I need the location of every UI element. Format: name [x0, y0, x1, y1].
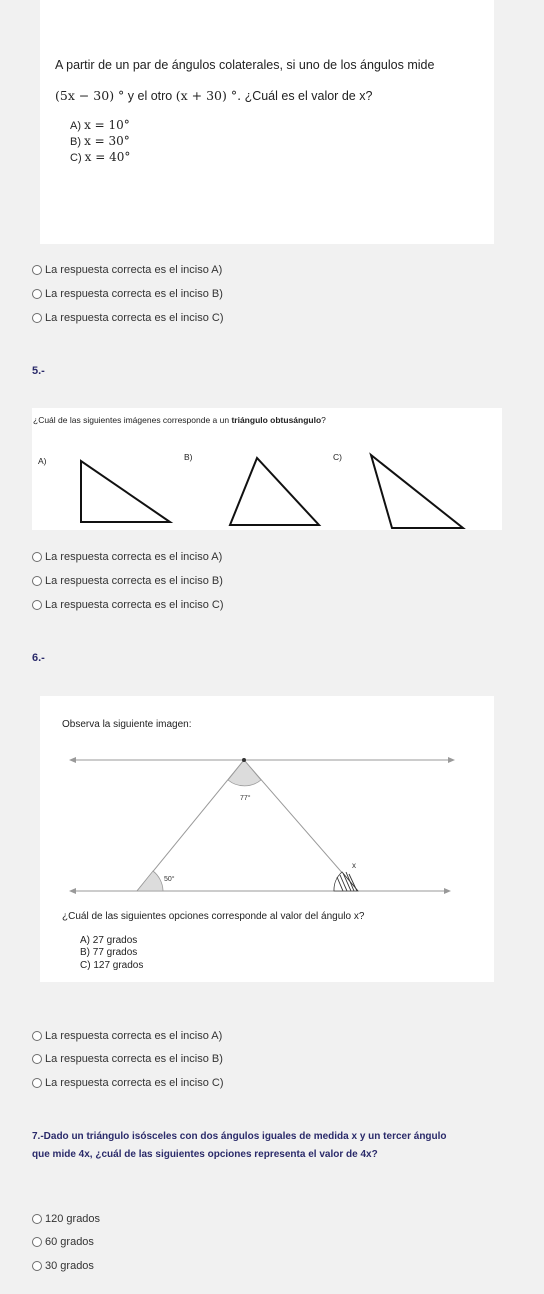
q6-option-c: C) 127 grados [80, 960, 144, 971]
q7-answer-a[interactable]: 120 grados [32, 1213, 100, 1225]
q4-answer-c[interactable]: La respuesta correcta es el inciso C) [32, 312, 224, 324]
q4-expr2: (x + 30) °. [175, 88, 242, 103]
q6-question: ¿Cuál de las siguientes opciones corresponde al valor del ángulo x? [62, 911, 365, 922]
q7-question-line2: que mide 4x, ¿cuál de las siguientes opciones representa el valor de 4x? [32, 1149, 378, 1160]
angle-left-label: 50° [164, 876, 175, 883]
left-angle-sector [137, 871, 163, 891]
q5-answer-c[interactable]: La respuesta correcta es el inciso C) [32, 599, 224, 611]
q4-expr1: (5x − 30) ° [55, 88, 125, 103]
radio-button[interactable] [32, 1031, 42, 1041]
q4-option-b: B) x = 30° [70, 134, 130, 148]
q7-answer-c[interactable]: 30 grados [32, 1260, 94, 1272]
q4-option-c: C) x = 40° [70, 150, 131, 164]
radio-button[interactable] [32, 1054, 42, 1064]
q4-question: ¿Cuál es el valor de x? [244, 89, 373, 103]
q5-answer-b[interactable]: La respuesta correcta es el inciso B) [32, 575, 223, 587]
q6-number: 6.- [32, 652, 45, 664]
arrow-right-top [448, 757, 455, 763]
q4-statement-line1: A partir de un par de ángulos colaterales, si uno de los ángulos mide [55, 58, 435, 72]
q4-joiner: y el otro [127, 89, 173, 103]
q6-option-a: A) 27 grados [80, 935, 138, 946]
top-vertex-dot [242, 758, 246, 762]
q6-answer-b[interactable]: La respuesta correcta es el inciso B) [32, 1053, 223, 1065]
radio-button[interactable] [32, 1214, 42, 1224]
q5-label-c: C) [333, 452, 342, 462]
q6-answer-c[interactable]: La respuesta correcta es el inciso C) [32, 1077, 224, 1089]
angle-top-label: 77° [240, 795, 251, 802]
q6-intro: Observa la siguiente imagen: [62, 719, 192, 730]
radio-button[interactable] [32, 1261, 42, 1271]
arrow-right-bottom [444, 888, 451, 894]
q7-answer-b[interactable]: 60 grados [32, 1236, 94, 1248]
q5-label-b: B) [184, 452, 193, 462]
radio-button[interactable] [32, 1237, 42, 1247]
q4-option-a: A) x = 10° [70, 118, 130, 132]
arrow-left-top [69, 757, 76, 763]
arrow-left-bottom [69, 888, 76, 894]
q5-number: 5.- [32, 365, 45, 377]
q6-answer-a[interactable]: La respuesta correcta es el inciso A) [32, 1030, 222, 1042]
q5-answer-a[interactable]: La respuesta correcta es el inciso A) [32, 551, 222, 563]
q4-answer-a[interactable]: La respuesta correcta es el inciso A) [32, 264, 222, 276]
q6-option-b: B) 77 grados [80, 947, 138, 958]
q5-label-a: A) [38, 456, 47, 466]
angle-x-label: x [352, 861, 356, 870]
radio-button[interactable] [32, 1078, 42, 1088]
q5-question: ¿Cuál de las siguientes imágenes corresponde a un triángulo obtusángulo? [33, 415, 326, 425]
q7-question-line1: 7.-Dado un triángulo isósceles con dos ángulos iguales de medida x y un tercer ángulo [32, 1131, 447, 1142]
q4-answer-b[interactable]: La respuesta correcta es el inciso B) [32, 288, 223, 300]
